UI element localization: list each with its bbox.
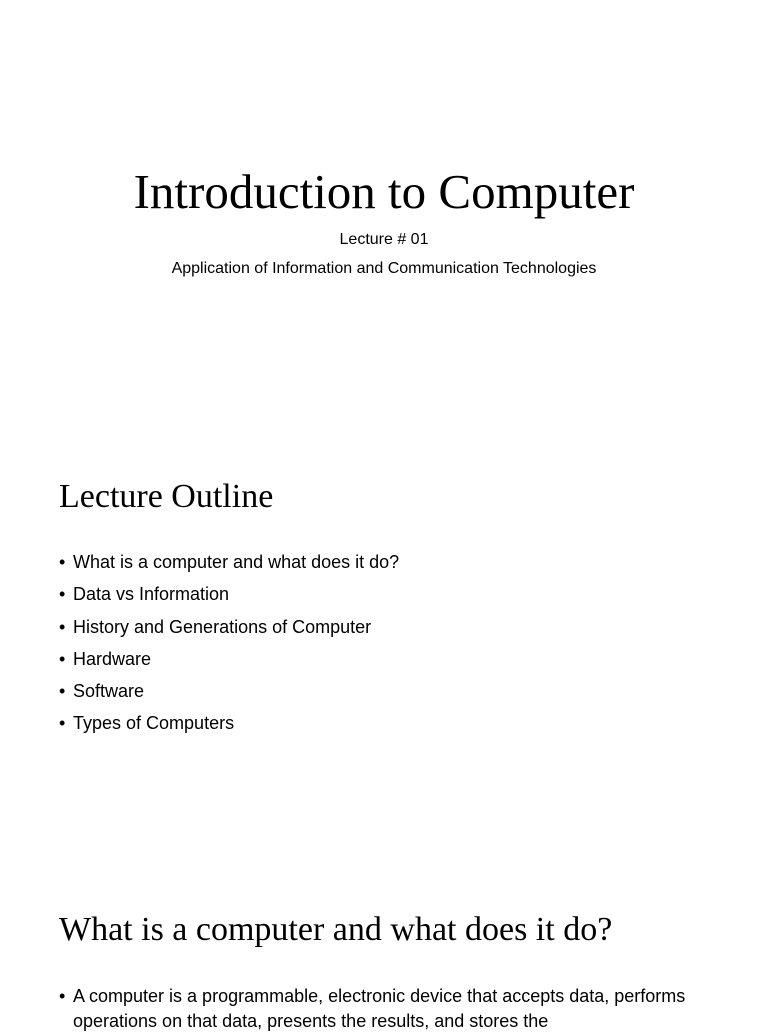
bullet-icon: • (59, 552, 66, 572)
bullet-icon: • (59, 681, 66, 702)
list-item-text: A computer is a programmable, electronic device that accepts data, performs operations on that data, presents the results, and stores the (73, 986, 686, 1031)
course-name: Application of Information and Communication Technologies (171, 260, 597, 277)
list-item (59, 710, 399, 742)
bullet-icon: • (59, 584, 66, 605)
bullet-icon: • (59, 986, 66, 1006)
definition-heading: What is a computer and what does it do? (59, 911, 613, 948)
list-item-text: Software (73, 681, 145, 702)
outline-heading: Lecture Outline (59, 478, 274, 515)
lecture-number: Lecture # 01 (339, 231, 429, 248)
list-item-text: Hardware (73, 648, 152, 669)
bullet-icon: • (59, 616, 66, 637)
list-item (59, 646, 399, 678)
definition-list (59, 984, 719, 1034)
list-item (59, 614, 399, 646)
bullet-icon: • (59, 713, 66, 734)
list-item (59, 984, 719, 1034)
list-item (59, 678, 399, 710)
slide-title: Introduction to Computer (133, 164, 635, 219)
list-item (59, 581, 399, 613)
list-item-text: History and Generations of Computer (73, 616, 372, 637)
bullet-icon: • (59, 648, 66, 669)
list-item-text: Types of Computers (73, 713, 235, 734)
outline-list (59, 549, 399, 743)
list-item-text: Data vs Information (73, 584, 230, 605)
list-item-text: What is a computer and what does it do? (73, 552, 400, 572)
list-item (59, 549, 399, 581)
